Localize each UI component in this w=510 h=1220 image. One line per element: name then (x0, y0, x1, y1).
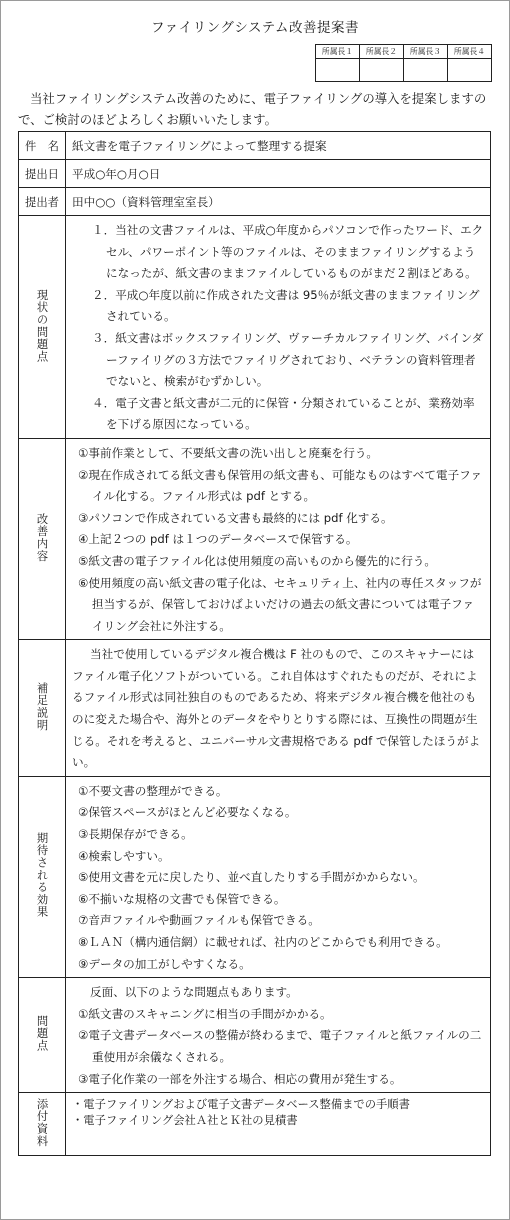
issue-item: ①紙文書のスキャニングに相当の手間がかかる。 (78, 1006, 332, 1021)
date-label: 提出日 (25, 167, 59, 181)
proposal-table (18, 131, 491, 1156)
improvement-label: 改善内容 (35, 513, 49, 563)
approval-stamp-box (448, 59, 492, 82)
effect-item: ④検索しやすい。 (78, 848, 170, 863)
improvement-label-cell (19, 438, 66, 639)
improvement-item: ④上記２つの pdf は１つのデータベースで保管する。 (78, 532, 358, 547)
issue-item: ③電子化作業の一部を外注する場合、相応の費用が発生する。 (78, 1071, 402, 1086)
improvement-cell (66, 438, 491, 639)
attachments-row (19, 1093, 491, 1156)
submitter-value: 田中○○（資料管理室室長） (66, 188, 491, 216)
supplement-label: 補足説明 (35, 681, 49, 732)
approval-stamp-box (316, 59, 360, 82)
problems-label-cell (19, 216, 66, 439)
improvement-row (19, 438, 491, 639)
effects-row (19, 776, 491, 977)
submitter-label: 提出者 (25, 195, 59, 209)
supplement-label-cell (19, 640, 66, 777)
attachments-label: 添付資料 (35, 1098, 49, 1148)
effects-list (66, 777, 490, 977)
issues-row (19, 978, 491, 1093)
effect-item: ①不要文書の整理ができる。 (78, 783, 228, 798)
submitter-row (19, 188, 491, 216)
problem-item: ３．紙文書はボックスファイリング、ヴァーチカルファイリング、バインダーファイリグの３方法でファイリグされており、ベテランの資料管理者でないと、検索がむずかしい。 (92, 330, 484, 389)
attachment-item: ・電子ファイリングおよび電子文書データベース整備までの手順書 (72, 1098, 410, 1112)
problems-row (19, 216, 491, 439)
attachments-label-cell (19, 1093, 66, 1156)
problem-item: １．当社の文書ファイルは、平成○年度からパソコンで作ったワード、エクセル、パワーポイント等のファイルは、そのままファイリングするようになったが、紙文書のままファイルしているものがまだ２割ほどある。 (92, 223, 484, 281)
supplement-cell (66, 640, 491, 777)
improvement-list (66, 439, 490, 639)
subject-value: 紙文書を電子ファイリングによって整理する提案 (66, 132, 491, 160)
effects-label-cell (19, 776, 66, 977)
attachments-list (66, 1093, 490, 1133)
supplement-text: 当社で使用しているデジタル複合機は F 社のもので、このスキャナーにはファイル電子化ソフトがついている。これ自体はすぐれたものだが、それによるファイル形式は同社独自のものであるため、将来デジタル複合機を他社のものに変えた場合や、海外とのデータをやりとりする際には、互換性の問題が生じる。それを考えると、ユニバーサル文書規格である pdf で保管したほうがよい。 (72, 647, 481, 770)
issues-label: 問題点 (35, 1015, 49, 1053)
problems-cell (66, 216, 491, 439)
problem-item: ２．平成○年度以前に作成された文書は 95％が紙文書のままファイリングされている。 (92, 287, 480, 324)
date-label-cell (19, 160, 66, 188)
issue-item: ②電子文書データベースの整備が終わるまで、電子ファイルと紙ファイルの二重使用が余儀なくされる。 (78, 1028, 482, 1064)
improvement-item: ②現在作成されてる紙文書も保管用の紙文書も、可能なものはすべて電子ファイル化する。ファイル形式は pdf とする。 (78, 467, 483, 504)
intro-text: 当社ファイリングシステム改善のために、電子ファイリングの導入を提案しますので、ご検討のほどよろしくお願いいたします。 (18, 91, 487, 127)
issues-intro: 反面、以下のような問題点もあります。 (90, 985, 298, 1000)
date-row (19, 160, 491, 188)
issues-cell (66, 978, 491, 1093)
intro-paragraph (18, 88, 498, 130)
effect-item: ⑧ＬＡＮ（構内通信網）に載せれば、社内のどこからでも利用できる。 (78, 935, 448, 949)
subject-label-cell (19, 132, 66, 160)
effect-item: ②保管スペースがほとんど必要なくなる。 (78, 805, 297, 820)
attachment-item: ・電子ファイリング会社Ａ社とＫ社の見積書 (72, 1114, 298, 1128)
subject-row (19, 132, 491, 160)
improvement-item: ①事前作業として、不要紙文書の洗い出しと廃棄を行う。 (78, 445, 379, 460)
document-title: ファイリングシステム改善提案書 (150, 20, 360, 36)
subject-label: 件 名 (25, 139, 59, 153)
attachments-cell (66, 1093, 491, 1156)
effect-item: ⑤使用文書を元に戻したり、並べ直したりする手間がかからない。 (78, 870, 425, 885)
effect-item: ⑦音声ファイルや動画ファイルも保管できる。 (78, 913, 320, 928)
problems-label: 現状の問題点 (35, 288, 49, 363)
effect-item: ⑥不揃いな規格の文書でも保管できる。 (78, 891, 286, 906)
improvement-item: ⑤紙文書の電子ファイル化は使用頻度の高いものから優先的に行う。 (78, 553, 436, 568)
problem-item: ４．電子文書と紙文書が二元的に保管・分類されていることが、業務効率を下げる原因になっている。 (92, 395, 475, 432)
approval-header: 所属長１ (316, 45, 360, 59)
effect-item: ③長期保存ができる。 (78, 827, 193, 842)
approval-header: 所属長２ (360, 45, 404, 59)
date-value: 平成○年○月○日 (66, 160, 491, 188)
issues-list (66, 1004, 490, 1092)
problems-list (66, 216, 490, 438)
approval-header: 所属長３ (404, 45, 448, 59)
improvement-item: ③パソコンで作成されている文書も最終的には pdf 化する。 (78, 510, 393, 525)
supplement-row (19, 640, 491, 777)
approval-stamp-table (315, 44, 492, 82)
approval-stamp-box (360, 59, 404, 82)
effect-item: ⑨データの加工がしやすくなる。 (78, 956, 251, 971)
effects-label: 期待される効果 (35, 832, 49, 919)
issues-label-cell (19, 978, 66, 1093)
approval-stamp-box (404, 59, 448, 82)
improvement-item: ⑥使用頻度の高い紙文書の電子化は、セキュリティ上、社内の専任スタッフが担当するが、保管しておけばよいだけの過去の紙文書については電子ファイリング会社に外注する。 (78, 575, 482, 633)
submitter-label-cell (19, 188, 66, 216)
effects-cell (66, 776, 491, 977)
approval-header: 所属長４ (448, 45, 492, 59)
